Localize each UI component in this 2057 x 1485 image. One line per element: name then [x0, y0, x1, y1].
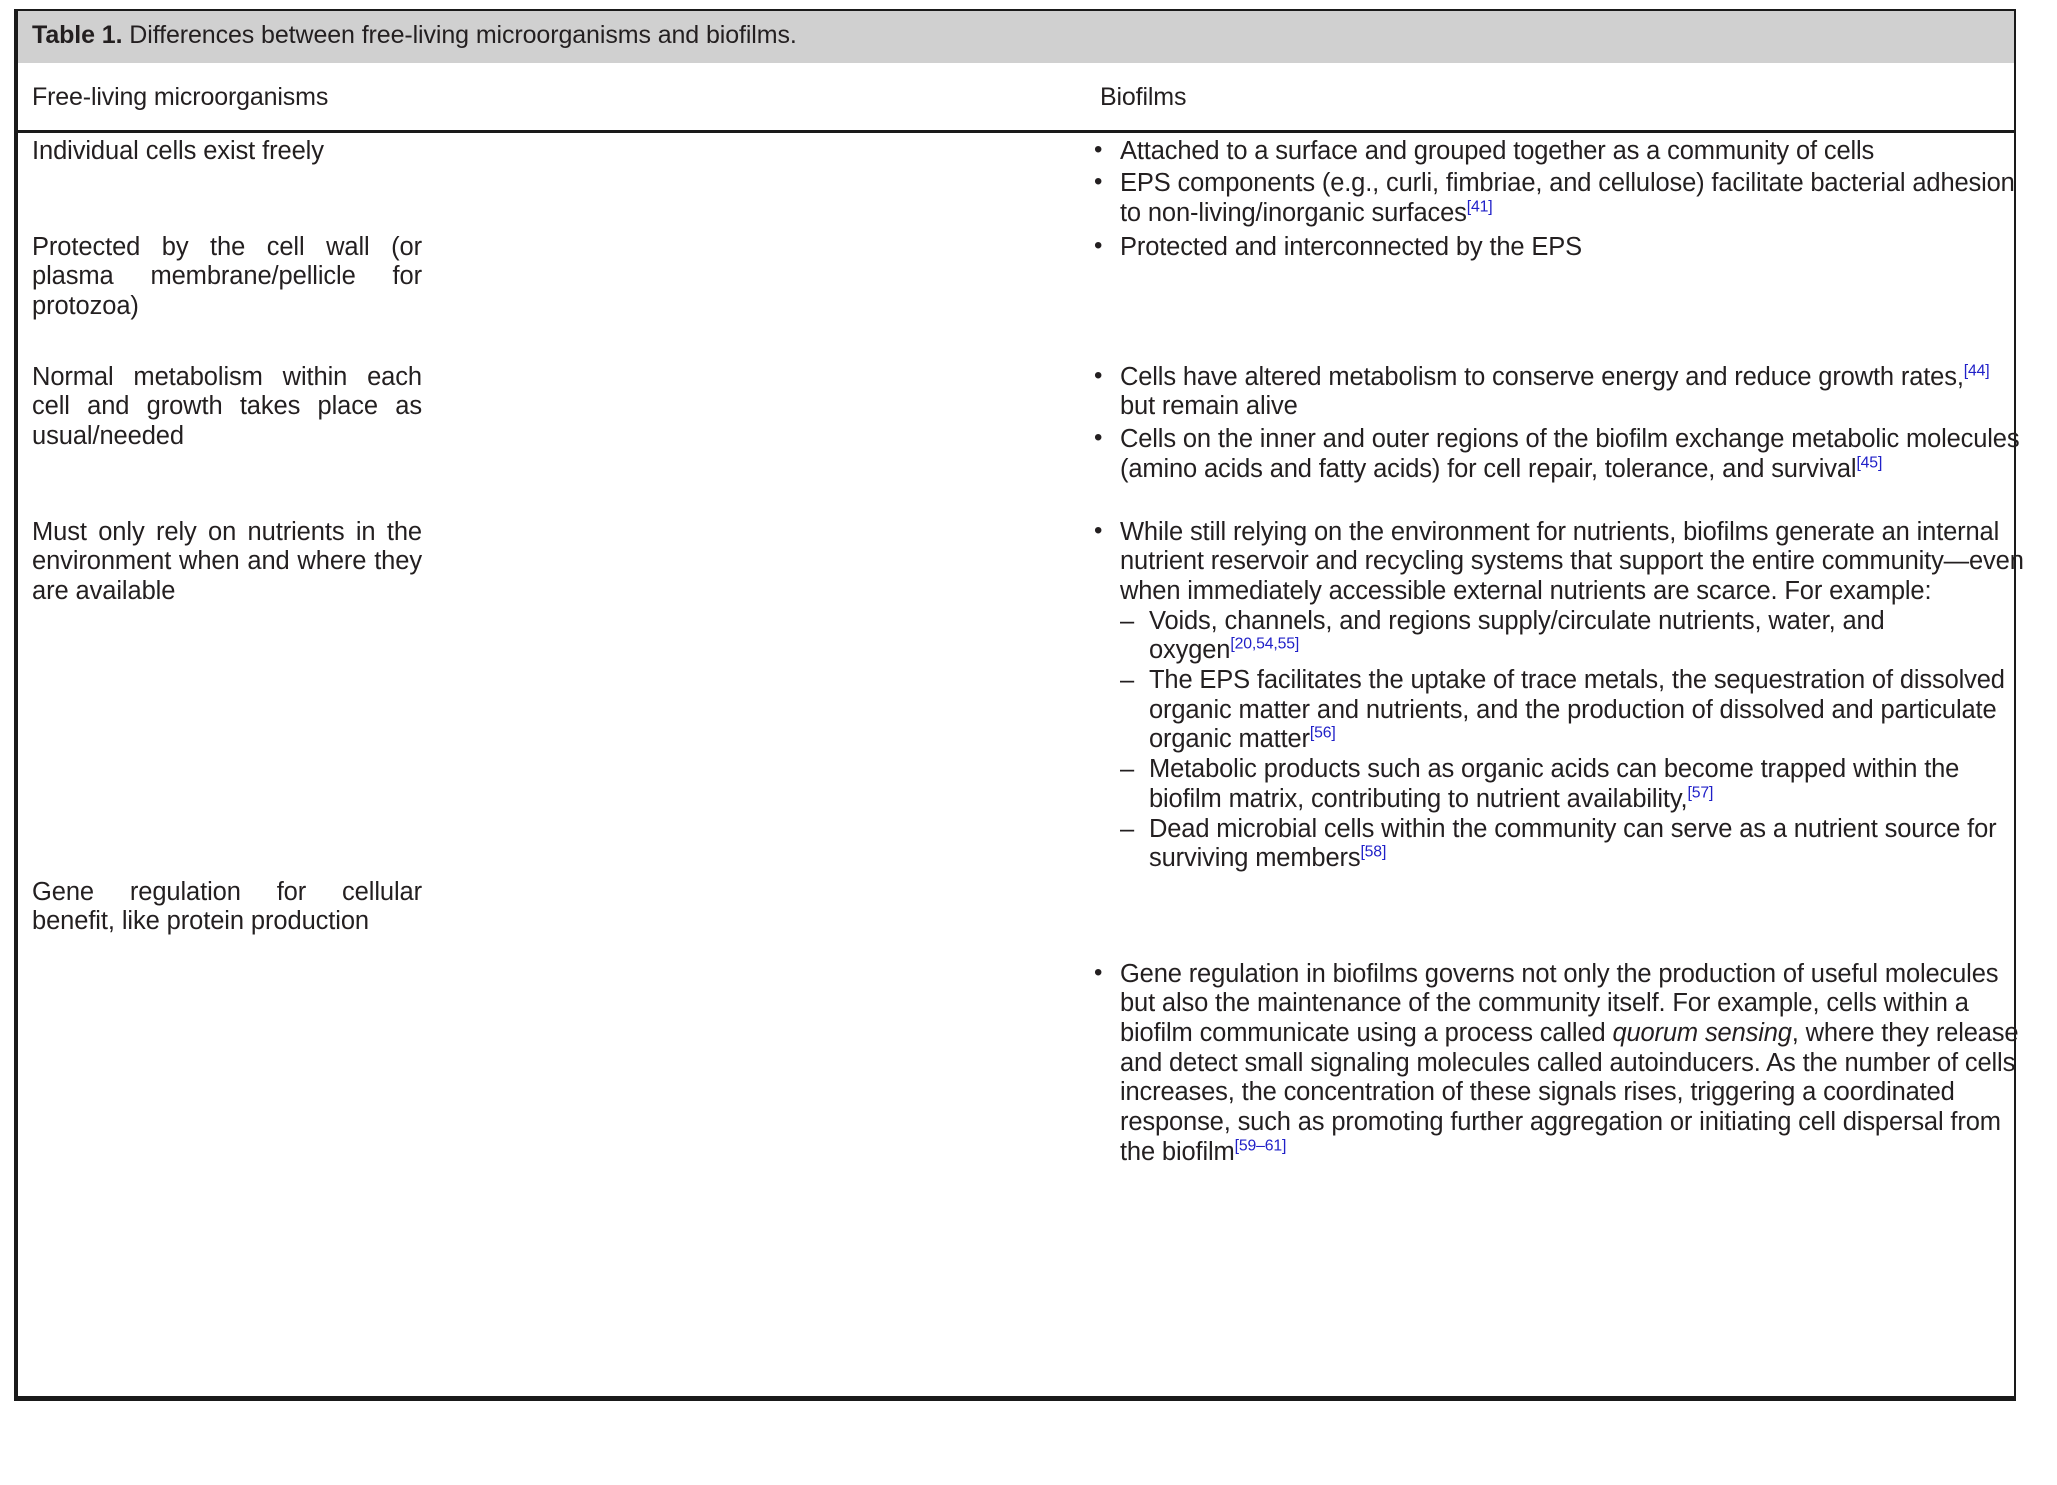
column-header-cell-left	[18, 83, 1098, 112]
reference-45[interactable]: [45]	[1856, 454, 1883, 472]
row-4-sub-list	[1120, 607, 2030, 874]
row-4-right-cell	[1090, 518, 2030, 877]
list-item	[1090, 518, 2030, 874]
row-3-left-cell: Normal metabolism within each cell and growth takes place as usual/needed	[32, 362, 422, 450]
reference-41[interactable]: [41]	[1466, 198, 1493, 216]
row-2-bullet-list	[1090, 233, 2030, 263]
row-3-bullet-2-text: Cells on the inner and outer regions of the biofilm exchange metabolic molecules (amino acids and fatty acids) for cell repair, tolerance, and survival	[1120, 424, 2020, 483]
table-caption-text: Differences between free-living microorganisms and biofilms.	[129, 21, 797, 49]
reference-56[interactable]: [56]	[1309, 724, 1336, 742]
row-1-bullet-list	[1090, 137, 2030, 229]
list-item	[1120, 815, 2030, 874]
row-3-bullet-list	[1090, 363, 2030, 485]
reference-20-54-55[interactable]: [20,54,55]	[1230, 635, 1300, 653]
list-item	[1090, 363, 2030, 422]
list-item	[1090, 425, 2030, 484]
reference-58[interactable]: [58]	[1360, 843, 1387, 861]
row-5-right-cell	[1090, 960, 2030, 1171]
row-1-left-cell: Individual cells exist freely	[32, 136, 324, 165]
row-3-bullet-1-text-after: but remain alive	[1120, 392, 1298, 421]
row-1-bullet-1-text: Attached to a surface and grouped together as a community of cells	[1120, 136, 1875, 165]
row-5-bullet-list	[1090, 960, 2030, 1168]
row-4-sub-3-text: Metabolic products such as organic acids can become trapped within the biofilm matrix, contributing to nutrient availability,	[1149, 755, 1960, 813]
column-header-biofilms: Biofilms	[1100, 82, 1187, 111]
row-5-bullet-1-part1: Gene regulation in biofilms governs not only the production of useful molecules but also the maintenance of the community itself. For example, cells within a biofilm communicate using a process called	[1120, 959, 1999, 1047]
reference-59-61[interactable]: [59–61]	[1234, 1137, 1287, 1155]
row-4-left-cell: Must only rely on nutrients in the environment when and where they are available	[32, 517, 422, 605]
row-4-sub-2-text: The EPS facilitates the uptake of trace metals, the sequestration of dissolved organic matter and nutrients, and the production of dissolved and particulate organic matter	[1149, 666, 2005, 754]
row-4-sub-4-text: Dead microbial cells within the community can serve as a nutrient source for surviving members	[1149, 814, 1997, 873]
column-header-free-living: Free-living microorganisms	[32, 82, 329, 111]
reference-57[interactable]: [57]	[1687, 784, 1714, 802]
row-1-right-cell	[1090, 137, 2030, 232]
list-item	[1090, 169, 2030, 228]
row-5-left-cell: Gene regulation for cellular benefit, like protein production	[32, 877, 422, 936]
row-4-sub-1-text: Voids, channels, and regions supply/circulate nutrients, water, and oxygen	[1149, 606, 1885, 665]
column-header-cell-right	[1098, 83, 2014, 112]
row-1-bullet-2-text: EPS components (e.g., curli, fimbriae, and cellulose) facilitate bacterial adhesion to non-living/inorganic surfaces	[1120, 169, 2015, 227]
table-body	[18, 133, 2024, 1396]
row-2-left-cell: Protected by the cell wall (or plasma membrane/pellicle for protozoa)	[32, 232, 422, 320]
list-item	[1090, 233, 2030, 263]
reference-44[interactable]: [44]	[1963, 362, 1990, 379]
table-caption-label: Table 1.	[32, 21, 123, 49]
list-item	[1120, 607, 2030, 666]
table-1	[14, 9, 2024, 1401]
row-2-right-cell	[1090, 233, 2030, 266]
row-5-bullet-1-part2: , where they release and detect small signaling molecules called autoinducers. As the number of cells increases, the concentration of these signals rises, triggering a coordinated response, such as promoting further aggregation or initiating cell dispersal from the biofilm	[1120, 1018, 2019, 1166]
row-4-bullet-list	[1090, 518, 2030, 874]
list-item	[1120, 755, 2030, 814]
list-item	[1090, 960, 2030, 1168]
row-3-bullet-1-text-before: Cells have altered metabolism to conserve energy and reduce growth rates,	[1120, 362, 1964, 391]
row-5-bullet-1-italic-term: quorum sensing	[1612, 1018, 1792, 1047]
list-item	[1090, 137, 2030, 167]
table-caption	[18, 11, 2014, 63]
list-item	[1120, 666, 2030, 755]
row-3-right-cell	[1090, 363, 2030, 488]
row-4-bullet-1-text: While still relying on the environment for nutrients, biofilms generate an internal nutrient reservoir and recycling systems that support the entire community—even when immediately accessible external nutrients are scarce. For example:	[1120, 517, 2024, 605]
row-2-bullet-1-text: Protected and interconnected by the EPS	[1120, 232, 1582, 261]
table-header-row	[18, 63, 2014, 133]
